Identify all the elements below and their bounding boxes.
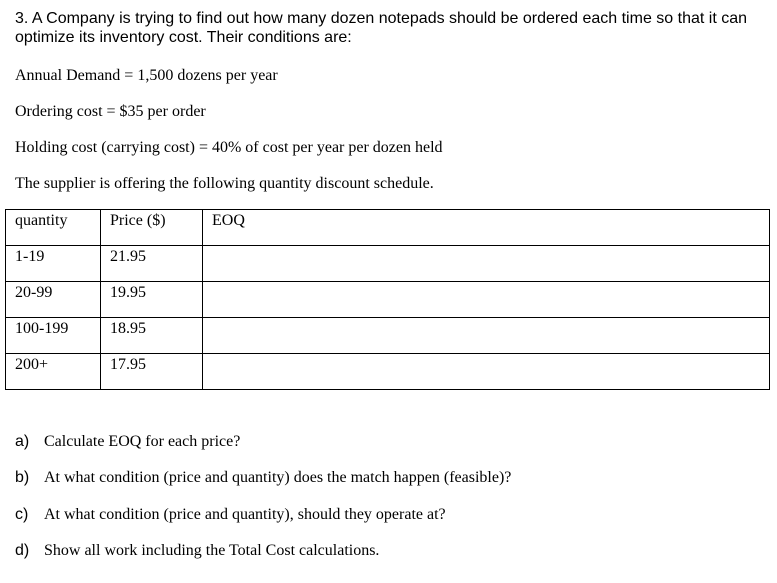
table-row [6,282,770,318]
header-price: Price ($) [101,210,203,246]
question-c [15,506,446,524]
cell-eoq [203,282,770,318]
question-d [15,542,379,560]
question-text: Calculate EOQ for each price? [44,433,241,450]
cell-quantity: 200+ [6,354,101,390]
table-header-row [6,210,770,246]
table-row [6,246,770,282]
question-a [15,433,240,451]
question-b [15,469,511,487]
problem-intro-line-1: 3. A Company is trying to find out how many dozen notepads should be ordered each time so that it can [15,10,747,27]
question-label: a) [15,433,30,450]
question-text: At what condition (price and quantity) does the match happen (feasible)? [44,469,512,486]
annual-demand: Annual Demand = 1,500 dozens per year [15,67,278,84]
question-text: Show all work including the Total Cost calculations. [44,542,380,559]
cell-price: 18.95 [101,318,203,354]
discount-schedule-intro: The supplier is offering the following quantity discount schedule. [15,175,434,192]
cell-eoq [203,318,770,354]
cell-quantity: 100-199 [6,318,101,354]
header-eoq: EOQ [203,210,770,246]
problem-intro-line-2: optimize its inventory cost. Their conditions are: [15,29,352,46]
question-label: c) [15,506,29,523]
question-text: At what condition (price and quantity), should they operate at? [44,506,446,523]
cell-price: 21.95 [101,246,203,282]
holding-cost: Holding cost (carrying cost) = 40% of cost per year per dozen held [15,139,443,156]
question-label: b) [15,469,30,486]
header-quantity: quantity [6,210,101,246]
ordering-cost: Ordering cost = $35 per order [15,103,206,120]
cell-quantity: 1-19 [6,246,101,282]
cell-eoq [203,354,770,390]
quantity-discount-table [5,209,770,390]
question-label: d) [15,542,30,559]
cell-price: 17.95 [101,354,203,390]
table-row [6,318,770,354]
cell-eoq [203,246,770,282]
table-row [6,354,770,390]
cell-price: 19.95 [101,282,203,318]
cell-quantity: 20-99 [6,282,101,318]
